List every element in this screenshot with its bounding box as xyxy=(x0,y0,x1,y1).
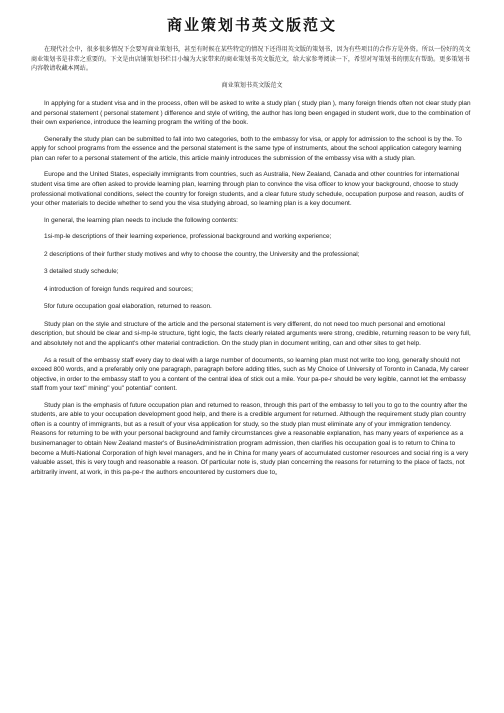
body-paragraph: In applying for a student visa and in the process, often will be asked to write a study plan ( study plan ), many foreign friends often not clear study plan and personal statement ( personal statement ) difference and style of writing, the author has long been engaged in student work, due to the combination of their own experience, introduce the learning program the writing of the book. xyxy=(31,100,471,127)
body-paragraph: Europe and the United States, especially immigrants from countries, such as Australia, New Zealand, Canada and other countries for international student visa time are often asked to provide learning plan, learning through plan to convince the visa officer to know your background, choose to study professional motivational conditions, select the country for foreign students, and a clear future study schedule, occupation purpose and reason, audits of your other materials to decide whether to send you the visa studying abroad, so learning plan is a key document. xyxy=(31,171,464,208)
document-title: 商业策划书英文版范文 xyxy=(166,16,337,34)
intro-paragraph: 在现代社会中，很多很多情况下会要写商业策划书，甚至有时候在某些特定的情况下还得用英文版的策划书，因为有些项目的合作方是外资。所以一份好的英文商业策划书是非常之重要的。下文是由店铺策划书栏目小编为大家带来的商业策划书英文版范文，给大家参考阅读一下，希望对写策划书的朋友有帮助。更多策划书内容敬请收藏本网站。 xyxy=(31,46,471,73)
body-paragraph: Study plan on the style and structure of the article and the personal statement is very different, do not need too much personal and emotional description, but should be clear and si-mp-le structure, tight logic, the facts clearly related arguments were strong, credible, returning reason to be very full, and absolutely not and the applicant's other material contradiction. On the study plan in document writing, can and other sites to get help. xyxy=(31,320,471,348)
body-paragraph: In general, the learning plan needs to include the following contents: xyxy=(44,216,238,224)
list-item: 5for future occupation goal elaboration, returned to reason. xyxy=(44,303,212,311)
list-item: 3 detailed study schedule; xyxy=(44,268,119,276)
list-item: 2 descriptions of their further study motives and why to choose the country, the University and the professional; xyxy=(44,250,360,258)
body-paragraph: Generally the study plan can be submitted to fall into two categories, both to the embassy for visa, or apply for admission to the school is by the. To apply for school programs from the essence and the personal statement is the same type of instruments, about the school application category learning plan can refer to a personal statement of the article, this article mainly introduces the submission of the embassy visa with a study plan. xyxy=(31,135,462,162)
list-item: 4 introduction of foreign funds required and sources; xyxy=(44,285,193,293)
body-paragraph: As a result of the embassy staff every day to deal with a large number of documents, so learning plan must not write too long, generally should not exceed 800 words, and a preferably only one paragraph, paragraph before adding titles, such as My Choice of University of Toronto in Canada, My career objective, in order to the embassy staff to you a content of the central idea of stick out a mile. Your pa-pe-r should be very legible, cannot let the embassy staff from your text" mining" you" potential" content. xyxy=(31,356,469,393)
list-item: 1si-mp-le descriptions of their learning experience, professional background and working experience; xyxy=(44,233,332,241)
body-paragraph: Study plan is the emphasis of future occupation plan and returned to reason, through this part of the embassy to tell you to go to the country after the students, are able to your occupation development good help, and there is a credible argument for returned. Although the requirement study plan country often is a country of immigrants, but as a result of your visa application for study, so the study plan must eliminate any of your immigration tendency. Reasons for returning to be with your personal background and family circumstances give a reasonable explanation, has many years of experience as a businemanager to obtain New Zealand master's of BusineAdministration program admission, then clarifies his occupation goal is to return to China to become a Multi-National Corporation of high level managers, and he in China for many years of accumulated customer resources and social ring is a very valuable asset, this is very tough and reasonable a reason. Of particular note is, study plan concerning the reasons for returning to the place of facts, not arbitrarily invent, at work, in this pa-pe-r the authors encountered by customers due to。 xyxy=(31,401,469,476)
section-subheading: 商业策划书英文版范文 xyxy=(221,81,283,89)
